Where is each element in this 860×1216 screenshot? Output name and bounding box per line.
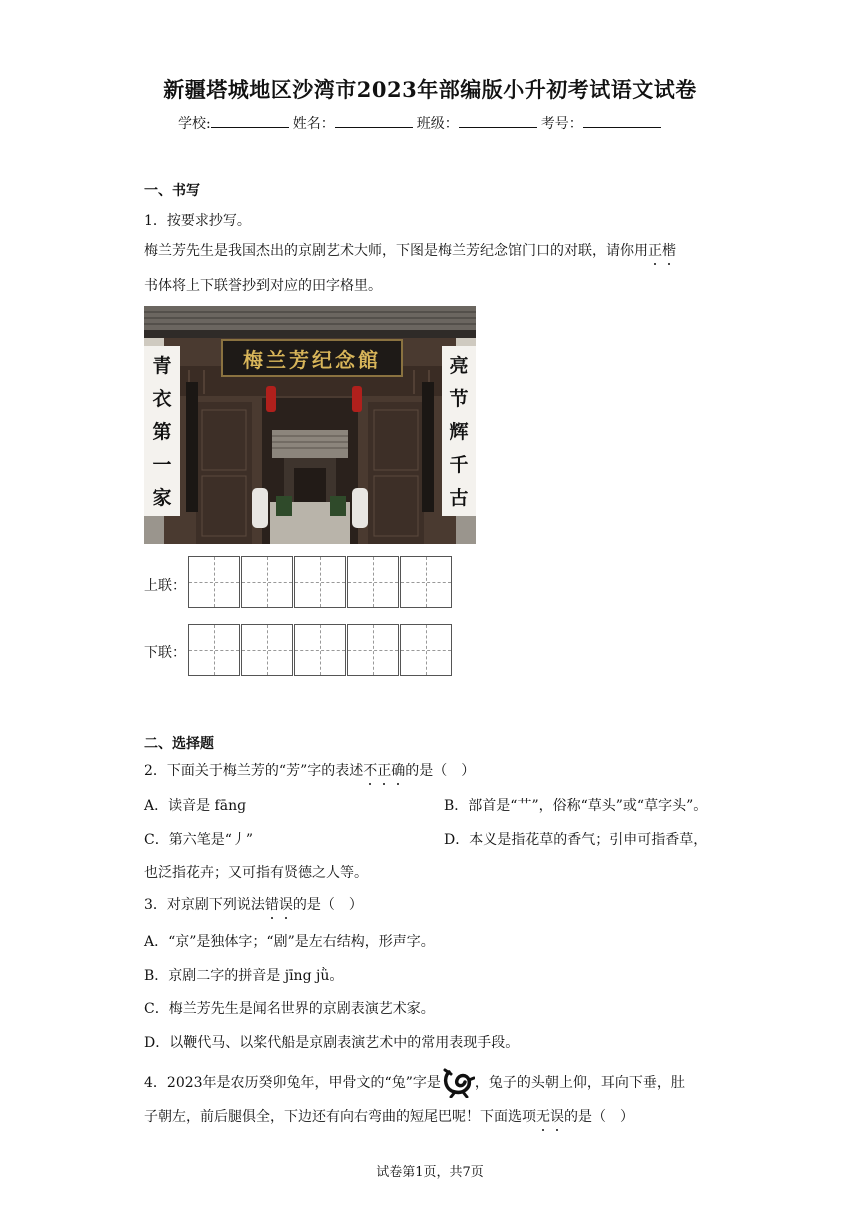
q2-stem xyxy=(144,760,475,780)
tianzi-cell[interactable] xyxy=(294,556,346,608)
q3-option-d[interactable]: D．以鞭代马、以桨代船是京剧表演艺术中的常用表现手段。 xyxy=(144,1035,520,1051)
couplet-char: 古 xyxy=(449,487,469,509)
lower-couplet-grid[interactable] xyxy=(188,624,453,676)
couplet-char: 千 xyxy=(449,454,469,476)
q2-option-d-continued: 也泛指花卉；又可指有贤德之人等。 xyxy=(144,865,368,881)
q4-stem-line1 xyxy=(144,1068,685,1098)
couplet-char: 青 xyxy=(152,355,172,377)
tianzi-cell[interactable] xyxy=(188,624,240,676)
emphasis-char: 确 xyxy=(391,763,406,779)
memorial-hall-photo xyxy=(144,306,476,544)
couplet-char: 一 xyxy=(152,454,172,476)
tianzi-cell[interactable] xyxy=(400,556,452,608)
student-info-line xyxy=(178,113,665,133)
right-couplet xyxy=(443,350,475,515)
school-blank[interactable] xyxy=(211,115,289,128)
q3-option-a[interactable]: A．“京”是独体字；“剧”是左右结构，形声字。 xyxy=(144,934,435,950)
emphasis-char: 正 xyxy=(648,243,662,259)
section-heading-writing: 一、书写 xyxy=(144,183,200,199)
emphasis-char: 无 xyxy=(536,1109,550,1125)
lower-couplet-label: 下联： xyxy=(144,645,186,661)
q3-option-b[interactable]: B．京剧二字的拼音是 jīng jǜ。 xyxy=(144,968,344,984)
q3-stem xyxy=(144,894,363,914)
q3-stem-text: 3．对京剧下列说法 xyxy=(144,897,265,913)
q4-stem-text: 4．2023年是农历癸卯兔年，甲骨文的“兔”字是 xyxy=(144,1075,441,1091)
page-title: 新疆塔城地区沙湾市2023年部编版小升初考试语文试卷 xyxy=(163,77,697,102)
emphasis-char: 不 xyxy=(363,763,378,779)
upper-couplet-grid[interactable] xyxy=(188,556,453,608)
class-label: 班级： xyxy=(416,116,459,132)
tianzi-cell[interactable] xyxy=(347,556,399,608)
tianzi-cell[interactable] xyxy=(294,624,346,676)
tianzi-cell[interactable] xyxy=(241,624,293,676)
q2-option-a[interactable]: A．读音是 fānɡ xyxy=(144,798,247,814)
section-heading-choice: 二、选择题 xyxy=(144,736,214,752)
q4-stem-text-cont: ，兔子的头朝上仰，耳向下垂，肚 xyxy=(474,1075,685,1091)
emphasis-char: 正 xyxy=(377,763,392,779)
tianzi-cell[interactable] xyxy=(241,556,293,608)
tianzi-cell[interactable] xyxy=(400,624,452,676)
school-label: 学校: xyxy=(178,116,211,132)
couplet-char: 第 xyxy=(152,421,172,443)
tianzi-cell[interactable] xyxy=(188,556,240,608)
couplet-char: 衣 xyxy=(152,388,172,410)
q2-option-d[interactable]: D．本义是指花草的香气；引申可指香草， xyxy=(444,832,708,848)
couplet-char: 亮 xyxy=(449,355,469,377)
left-couplet xyxy=(146,350,178,515)
q1-line1 xyxy=(144,240,676,260)
q2-option-b[interactable]: B．部首是“艹”，俗称“草头”或“草字头”。 xyxy=(444,798,708,814)
q2-stem-tail: 的是（ ） xyxy=(405,763,476,779)
couplet-char: 家 xyxy=(152,487,172,509)
q2-option-c[interactable]: C．第六笔是“丿” xyxy=(144,832,254,848)
page-footer: 试卷第1页，共7页 xyxy=(376,1165,484,1180)
emphasis-char: 误 xyxy=(550,1109,564,1125)
q3-stem-tail: 的是（ ） xyxy=(292,897,363,913)
oracle-rabbit-glyph xyxy=(441,1068,475,1098)
tianzi-cell[interactable] xyxy=(347,624,399,676)
emphasis-char: 错 xyxy=(264,897,279,913)
emphasis-char: 误 xyxy=(278,897,293,913)
exam-no-blank[interactable] xyxy=(583,115,661,128)
couplet-char: 节 xyxy=(449,388,469,410)
q4-line2-tail: 的是（ ） xyxy=(564,1109,634,1125)
q4-line2-text: 子朝左，前后腿俱全，下边还有向右弯曲的短尾巴呢！下面选项 xyxy=(144,1109,536,1125)
name-label: 姓名： xyxy=(292,116,335,132)
exam-no-label: 考号： xyxy=(540,116,583,132)
plaque-text: 梅兰芳纪念館 xyxy=(243,348,381,372)
couplet-char: 辉 xyxy=(449,421,469,443)
q1-line2: 书体将上下联誉抄到对应的田字格里。 xyxy=(144,278,382,294)
emphasis-char: 楷 xyxy=(662,243,676,259)
q1-stem: 1．按要求抄写。 xyxy=(144,213,251,229)
q1-line1-text: 梅兰芳先生是我国杰出的京剧艺术大师，下图是梅兰芳纪念馆门口的对联，请你用 xyxy=(144,243,648,259)
upper-couplet-label: 上联： xyxy=(144,578,186,594)
q2-stem-text: 2．下面关于梅兰芳的“芳”字的表述 xyxy=(144,763,364,779)
name-blank[interactable] xyxy=(335,115,413,128)
class-blank[interactable] xyxy=(459,115,537,128)
q3-option-c[interactable]: C．梅兰芳先生是闻名世界的京剧表演艺术家。 xyxy=(144,1001,435,1017)
q4-stem-line2 xyxy=(144,1106,634,1126)
